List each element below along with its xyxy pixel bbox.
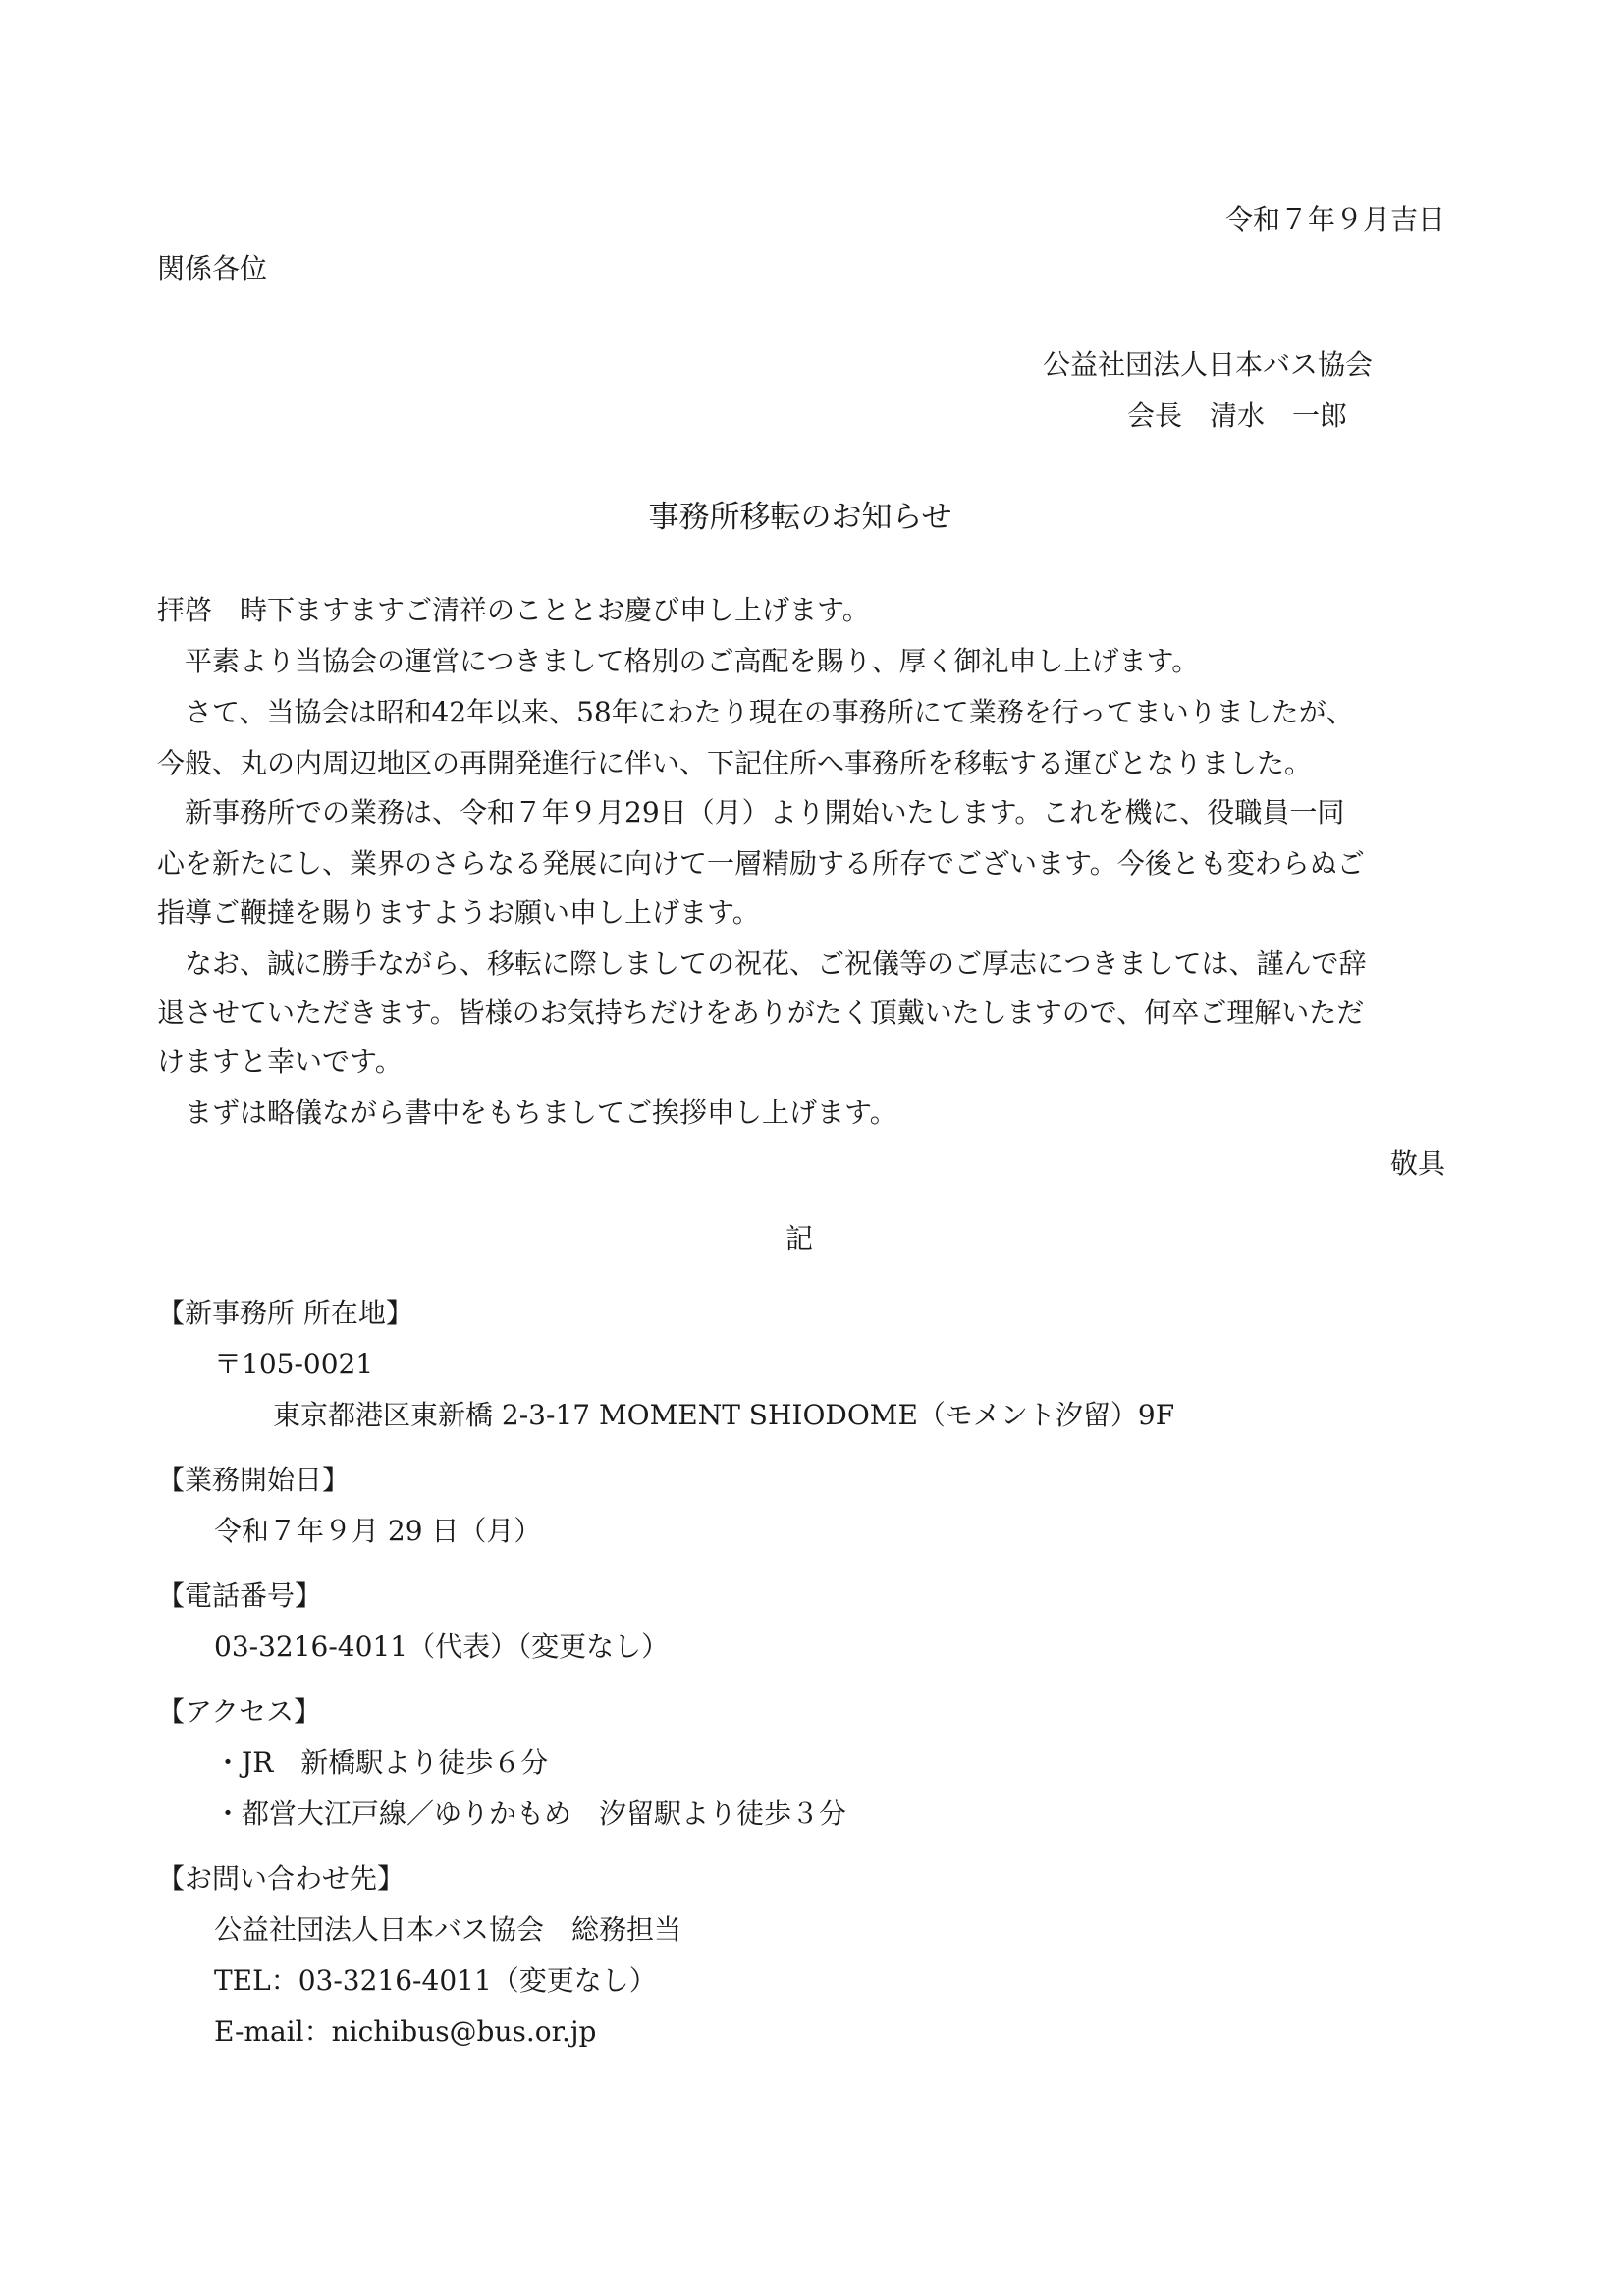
phone-number: 03-3216-4011（代表）（変更なし） bbox=[214, 1630, 670, 1663]
paragraph-4-line-1: なお、誠に勝手ながら、移転に際しましての祝花、ご祝儀等のご厚志につきましては、謹んで辞 bbox=[185, 947, 1367, 980]
paragraph-5: まずは略儀ながら書中をもちましてご挨拶申し上げます。 bbox=[185, 1096, 897, 1129]
ki-heading: 記 bbox=[785, 1222, 814, 1255]
sender-name: 会長 清水 一郎 bbox=[1127, 400, 1348, 432]
start-date: 令和７年９月 29 日（月） bbox=[214, 1515, 542, 1547]
closing-keigu: 敬具 bbox=[1389, 1148, 1445, 1180]
start-date-heading: 【業務開始日】 bbox=[157, 1464, 351, 1496]
page-title: 事務所移転のお知らせ bbox=[648, 500, 952, 535]
paragraph-2-line-2: 今般、丸の内周辺地区の再開発進行に伴い、下記住所へ事務所を移転する運びとなりました。 bbox=[157, 747, 1313, 779]
addressee: 関係各位 bbox=[157, 252, 268, 285]
contact-organization: 公益社団法人日本バス協会 総務担当 bbox=[214, 1913, 682, 1946]
paragraph-3-line-3: 指導ご鞭撻を賜りますようお願い申し上げます。 bbox=[157, 896, 760, 929]
contact-email: E-mail：nichibus@bus.or.jp bbox=[214, 2015, 597, 2048]
contact-tel: TEL：03-3216-4011（変更なし） bbox=[214, 1964, 657, 1997]
office-address: 東京都港区東新橋 2-3-17 MOMENT SHIODOME（モメント汐留）9F bbox=[273, 1399, 1175, 1431]
office-location-heading: 【新事務所 所在地】 bbox=[157, 1297, 413, 1329]
postal-code: 〒105-0021 bbox=[214, 1348, 374, 1380]
contact-heading: 【お問い合わせ先】 bbox=[157, 1862, 406, 1895]
paragraph-3-line-2: 心を新たにし、業界のさらなる発展に向けて一層精励する所存でございます。今後とも変わらぬご bbox=[157, 847, 1365, 880]
sender-organization: 公益社団法人日本バス協会 bbox=[1043, 348, 1374, 381]
letter-date: 令和７年９月吉日 bbox=[1224, 203, 1445, 236]
paragraph-4-line-2: 退させていただきます。皆様のお気持ちだけをありがたく頂戴いたしますので、何卒ご理解いただ bbox=[157, 996, 1365, 1029]
phone-heading: 【電話番号】 bbox=[157, 1579, 323, 1612]
paragraph-4-line-3: けますと幸いです。 bbox=[157, 1045, 403, 1078]
access-item-oedo: ・都営大江戸線／ゆりかもめ 汐留駅より徒歩３分 bbox=[214, 1797, 847, 1830]
access-heading: 【アクセス】 bbox=[157, 1695, 322, 1728]
paragraph-3-line-1: 新事務所での業務は、令和７年９月29日（月）より開始いたします。これを機に、役職員一同 bbox=[185, 796, 1345, 828]
paragraph-1: 平素より当協会の運営につきまして格別のご高配を賜り、厚く御礼申し上げます。 bbox=[185, 645, 1200, 677]
access-item-jr: ・JR 新橋駅より徒歩６分 bbox=[214, 1746, 549, 1779]
greeting-line: 拝啓 時下ますますご清祥のこととお慶び申し上げます。 bbox=[157, 594, 870, 626]
paragraph-2-line-1: さて、当協会は昭和42年以来、58年にわたり現在の事務所にて業務を行ってまいりましたが、 bbox=[185, 696, 1354, 728]
